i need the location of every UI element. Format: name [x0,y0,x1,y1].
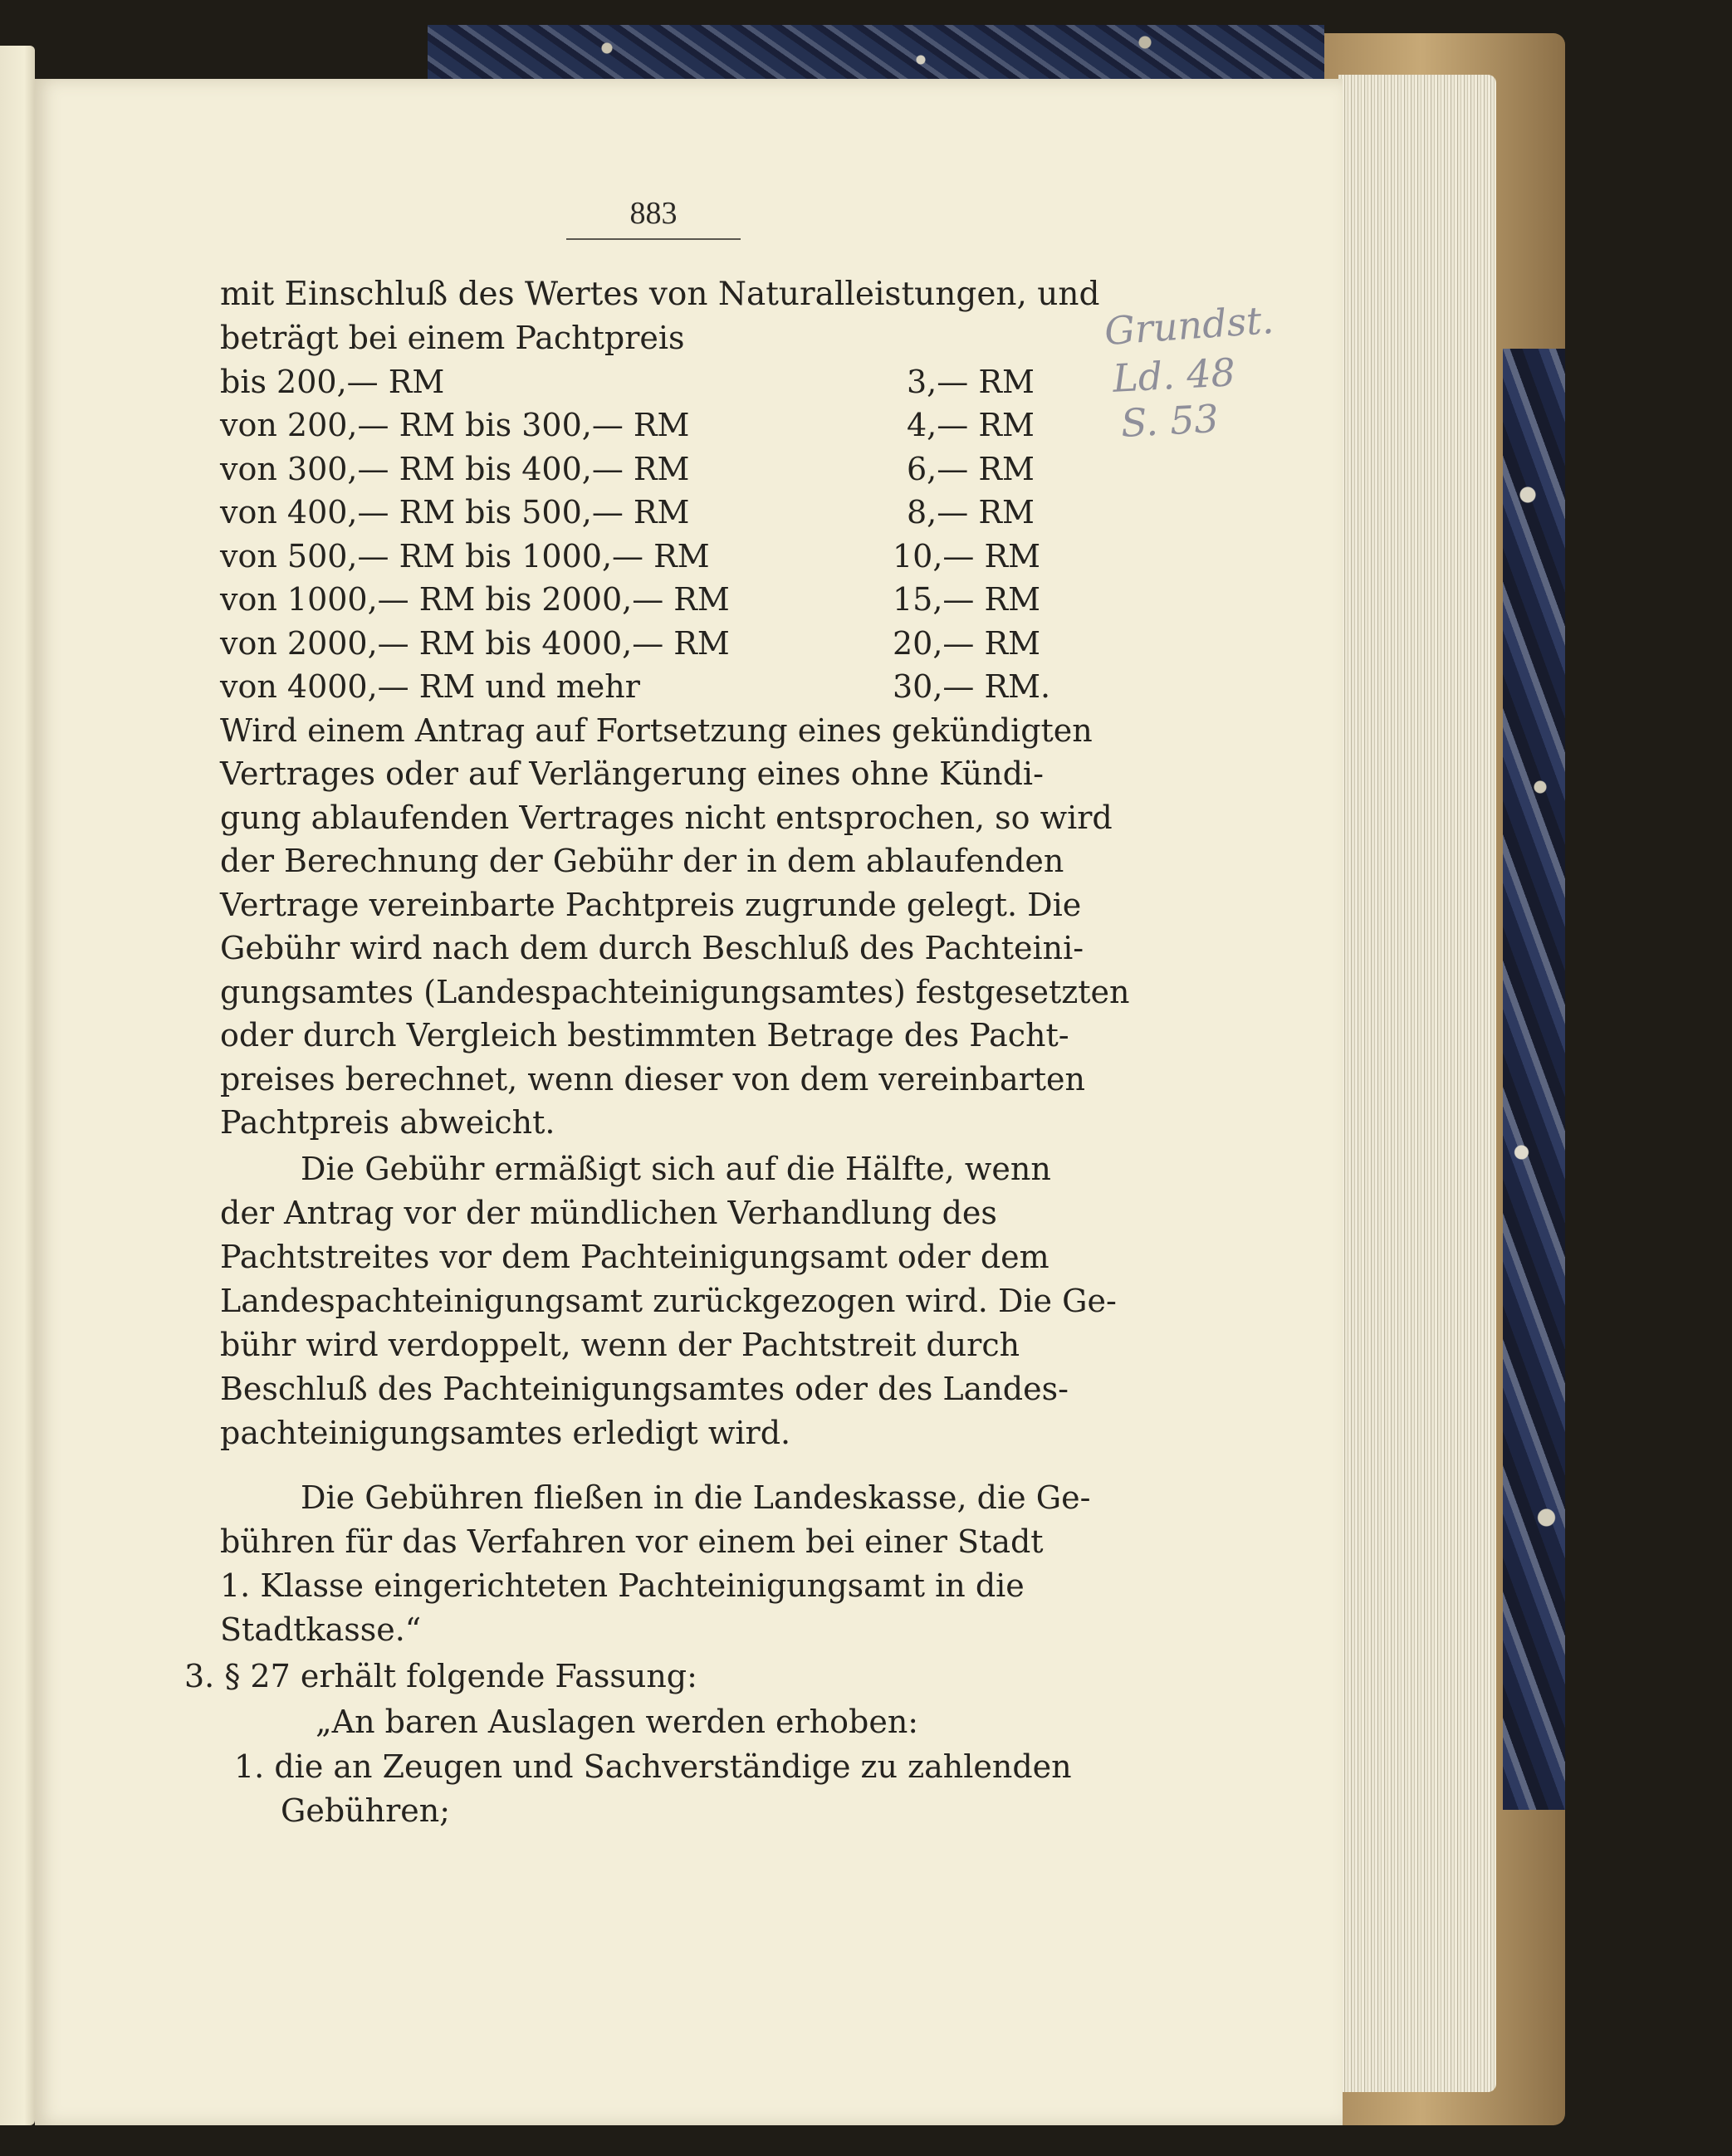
paragraph-1-line: Wird einem Antrag auf Fortsetzung eines gekündigten [220,712,1093,749]
paragraph-3-line: Stadtkasse.“ [220,1611,422,1648]
paragraph-1-line: Gebühr wird nach dem durch Beschluß des Pachteini- [220,930,1084,966]
marbled-endpaper-side [1503,349,1565,1810]
paragraph-1-line: Vertrage vereinbarte Pachtpreis zugrunde gelegt. Die [220,887,1082,923]
fee-amount: 6,— RM [907,451,1035,487]
paragraph-3-line: 1. Klasse eingerichteten Pachteinigungsamt in die [220,1567,1025,1604]
fee-amount: 30,— RM. [893,668,1051,705]
paragraph-3-line: Die Gebühren fließen in die Landeskasse, die Ge- [301,1479,1091,1516]
fee-range: von 400,— RM bis 500,— RM [220,494,690,530]
left-page-edge [0,46,35,2125]
paragraph-2-line: Beschluß des Pachteinigungsamtes oder des Landes- [220,1371,1069,1407]
fee-amount: 20,— RM [893,625,1041,662]
intro-line-1: mit Einschluß des Wertes von Naturalleistungen, und [220,276,1100,313]
item-3-quote: „An baren Auslagen werden erhoben: [316,1704,919,1740]
handwritten-margin-note: Grundst. [1103,296,1275,354]
paragraph-2-line: Pachtstreites vor dem Pachteinigungsamt oder dem [220,1239,1049,1275]
item-3-sub-line: Gebühren; [281,1792,451,1829]
fee-range: von 4000,— RM und mehr [220,668,640,705]
fee-range: von 300,— RM bis 400,— RM [220,451,690,487]
fee-amount: 10,— RM [893,538,1041,574]
fee-range: von 200,— RM bis 300,— RM [220,407,690,443]
fee-range: von 1000,— RM bis 2000,— RM [220,581,730,618]
handwritten-margin-note: S. 53 [1119,395,1220,447]
paragraph-2-line: der Antrag vor der mündlichen Verhandlung des [220,1195,997,1231]
paragraph-1-line: preises berechnet, wenn dieser von dem vereinbarten [220,1061,1085,1098]
item-3-heading: 3. § 27 erhält folgende Fassung: [184,1658,697,1694]
fee-range: bis 200,— RM [220,364,445,400]
fee-amount: 15,— RM [893,581,1041,618]
page-block-edges [1338,75,1496,2092]
fee-amount: 4,— RM [907,407,1035,443]
paragraph-1-line: Pachtpreis abweicht. [220,1104,555,1141]
paragraph-1-line: oder durch Vergleich bestimmten Betrage des Pacht- [220,1017,1069,1054]
paragraph-2-line: Die Gebühr ermäßigt sich auf die Hälfte, wenn [301,1151,1051,1187]
paragraph-2-line: pachteinigungsamtes erledigt wird. [220,1415,791,1451]
intro-line-2: beträgt bei einem Pachtpreis [220,320,685,356]
fee-amount: 3,— RM [907,364,1035,400]
fee-range: von 2000,— RM bis 4000,— RM [220,625,730,662]
paragraph-1-line: Vertrages oder auf Verlängerung eines ohne Kündi- [220,755,1044,792]
paragraph-2-line: Landespachteinigungsamt zurückgezogen wird. Die Ge- [220,1283,1117,1319]
paragraph-1-line: der Berechnung der Gebühr der in dem ablaufenden [220,843,1064,879]
marbled-endpaper-top [428,25,1324,83]
fee-range: von 500,— RM bis 1000,— RM [220,538,710,574]
fee-amount: 8,— RM [907,494,1035,530]
paragraph-2-line: bühr wird verdoppelt, wenn der Pachtstreit durch [220,1327,1020,1363]
item-3-sub-line: 1. die an Zeugen und Sachverständige zu zahlenden [234,1748,1072,1785]
paragraph-1-line: gung ablaufenden Vertrages nicht entsprochen, so wird [220,799,1113,836]
handwritten-margin-note: Ld. 48 [1111,350,1237,401]
paragraph-3-line: bühren für das Verfahren vor einem bei einer Stadt [220,1523,1044,1560]
paragraph-1-line: gungsamtes (Landespachteinigungsamtes) festgesetzten [220,974,1130,1010]
page-number: 883 [566,195,741,240]
